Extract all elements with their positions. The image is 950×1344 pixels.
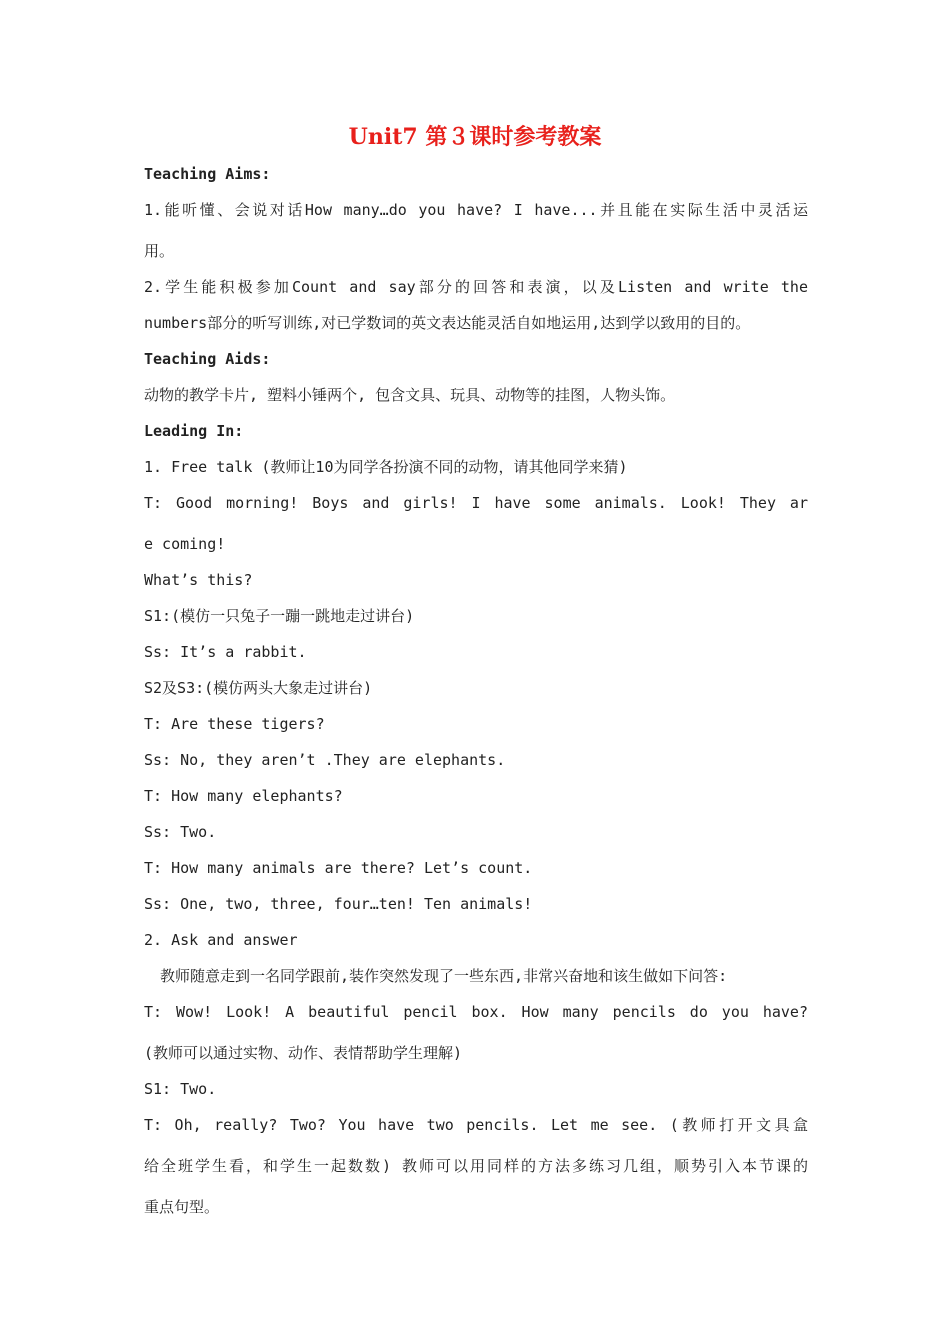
free-talk-line: 1. Free talk (教师让10为同学各扮演不同的动物，请其他同学来猜) xyxy=(144,458,628,476)
aim-2-line-cont: numbers部分的听写训练,对已学数词的英文表达能灵活自如地运用,达到学以致用的目的。 xyxy=(144,314,751,332)
dialogue-line: T: Are these tigers? xyxy=(144,715,325,733)
section-heading-teaching-aids: Teaching Aids: xyxy=(144,350,271,368)
dialogue-line: Ss: One, two, three, four…ten! Ten animals! xyxy=(144,895,533,913)
section-heading-teaching-aims: Teaching Aims: xyxy=(144,165,271,183)
aim-2-line: 2.学生能积极参加Count and say部分的回答和表演，以及Listen and write the xyxy=(144,278,808,296)
aim-1-line-cont: 用。 xyxy=(144,242,175,260)
dialogue-line: Ss: Two. xyxy=(144,823,217,841)
dialogue-line: S2及S3:(模仿两头大象走过讲台) xyxy=(144,679,373,697)
page-title: Unit7 第３课时参考教案 xyxy=(348,124,602,150)
dialogue-line: S1:(模仿一只兔子一蹦一跳地走过讲台) xyxy=(144,607,415,625)
dialogue-line: What’s this? xyxy=(144,571,253,589)
dialogue-line: T: How many animals are there? Let’s count. xyxy=(144,859,533,877)
dialogue-line: Ss: It’s a rabbit. xyxy=(144,643,307,661)
aim-1-line: 1.能听懂、会说对话How many…do you have? I have...并且能在实际生活中灵活运 xyxy=(144,201,808,219)
dialogue-line: T: Oh, really? Two? You have two pencils. Let me see. (教师打开文具盒 xyxy=(144,1116,808,1134)
dialogue-line: e coming! xyxy=(144,535,226,553)
paragraph-line: 给全班学生看，和学生一起数数) 教师可以用同样的方法多练习几组，顺势引入本节课的 xyxy=(144,1157,808,1175)
note-line: (教师可以通过实物、动作、表情帮助学生理解) xyxy=(144,1044,463,1062)
dialogue-line: S1: Two. xyxy=(144,1080,217,1098)
paragraph-line: 教师随意走到一名同学跟前,装作突然发现了一些东西,非常兴奋地和该生做如下问答: xyxy=(160,967,728,985)
section-heading-leading-in: Leading In: xyxy=(144,422,244,440)
dialogue-line: T: Wow! Look! A beautiful pencil box. How many pencils do you have? xyxy=(144,1003,808,1021)
aids-line: 动物的教学卡片, 塑料小锤两个, 包含文具、玩具、动物等的挂图，人物头饰。 xyxy=(144,386,676,404)
ask-and-answer-heading: 2. Ask and answer xyxy=(144,931,298,949)
paragraph-line: 重点句型。 xyxy=(144,1198,220,1216)
dialogue-line: T: Good morning! Boys and girls! I have some animals. Look! They ar xyxy=(144,494,808,512)
dialogue-line: Ss: No, they aren’t .They are elephants. xyxy=(144,751,506,769)
dialogue-line: T: How many elephants? xyxy=(144,787,343,805)
